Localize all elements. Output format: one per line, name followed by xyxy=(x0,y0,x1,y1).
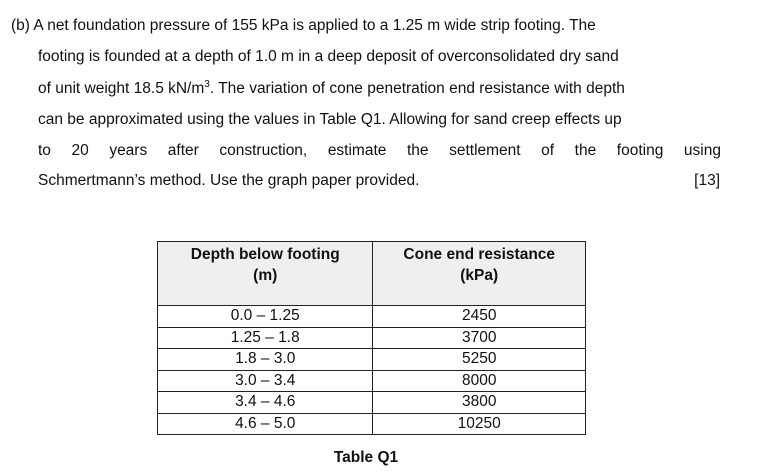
question-line-3 xyxy=(38,79,625,99)
question-line-1-text: A net foundation pressure of 155 kPa is applied to a 1.25 m wide strip footing. The xyxy=(33,17,596,34)
header-depth xyxy=(158,242,373,306)
word: footing xyxy=(616,142,664,159)
depth-cell: 1.8 – 3.0 xyxy=(158,349,373,371)
resistance-cell: 8000 xyxy=(373,370,586,392)
resistance-cell: 10250 xyxy=(373,413,586,435)
word: years xyxy=(109,142,148,159)
superscript-3: 3 xyxy=(204,78,210,90)
depth-cell: 0.0 – 1.25 xyxy=(158,306,373,328)
table-q1 xyxy=(157,241,586,435)
word: using xyxy=(683,142,721,159)
word: the xyxy=(574,142,597,159)
depth-cell: 4.6 – 5.0 xyxy=(158,413,373,435)
depth-cell: 3.4 – 4.6 xyxy=(158,392,373,414)
question-line-3-rest: . The variation of cone penetration end resistance with depth xyxy=(209,80,625,97)
word: to xyxy=(38,142,51,159)
question-line-6: Schmertmann’s method. Use the graph paper provided. xyxy=(38,172,420,189)
table-header-row xyxy=(158,242,586,306)
table-row xyxy=(158,349,586,371)
depth-cell: 3.0 – 3.4 xyxy=(158,370,373,392)
word: 20 xyxy=(71,142,89,159)
word: construction, xyxy=(219,142,308,159)
word: the xyxy=(406,142,429,159)
header-cone-line2: (kPa) xyxy=(460,267,499,284)
table-row xyxy=(158,306,586,328)
word: of xyxy=(541,142,555,159)
resistance-cell: 3700 xyxy=(373,327,586,349)
cone-resistance-table xyxy=(157,241,586,435)
question-line-2: footing is founded at a depth of 1.0 m in a deep deposit of overconsolidated dry sand xyxy=(38,48,619,65)
resistance-cell: 5250 xyxy=(373,349,586,371)
question-line-1 xyxy=(11,16,596,36)
table-caption: Table Q1 xyxy=(333,449,399,466)
header-cone-resistance xyxy=(373,242,586,306)
header-depth-line2: (m) xyxy=(253,267,278,284)
question-line-5 xyxy=(38,141,721,161)
question-label: (b) xyxy=(11,17,30,34)
word: after xyxy=(167,142,199,159)
marks-label: [13] xyxy=(694,172,720,189)
word: estimate xyxy=(327,142,387,159)
resistance-cell: 3800 xyxy=(373,392,586,414)
resistance-cell: 2450 xyxy=(373,306,586,328)
header-depth-line1: Depth below footing xyxy=(190,246,340,263)
table-row xyxy=(158,392,586,414)
table-row xyxy=(158,370,586,392)
word: settlement xyxy=(449,142,521,159)
question-line-4: can be approximated using the values in Table Q1. Allowing for sand creep effects up xyxy=(38,111,622,128)
unit-weight-text: of unit weight 18.5 kN/m xyxy=(38,80,205,97)
table-row xyxy=(158,327,586,349)
header-cone-line1: Cone end resistance xyxy=(403,246,556,263)
table-row xyxy=(158,413,586,435)
depth-cell: 1.25 – 1.8 xyxy=(158,327,373,349)
